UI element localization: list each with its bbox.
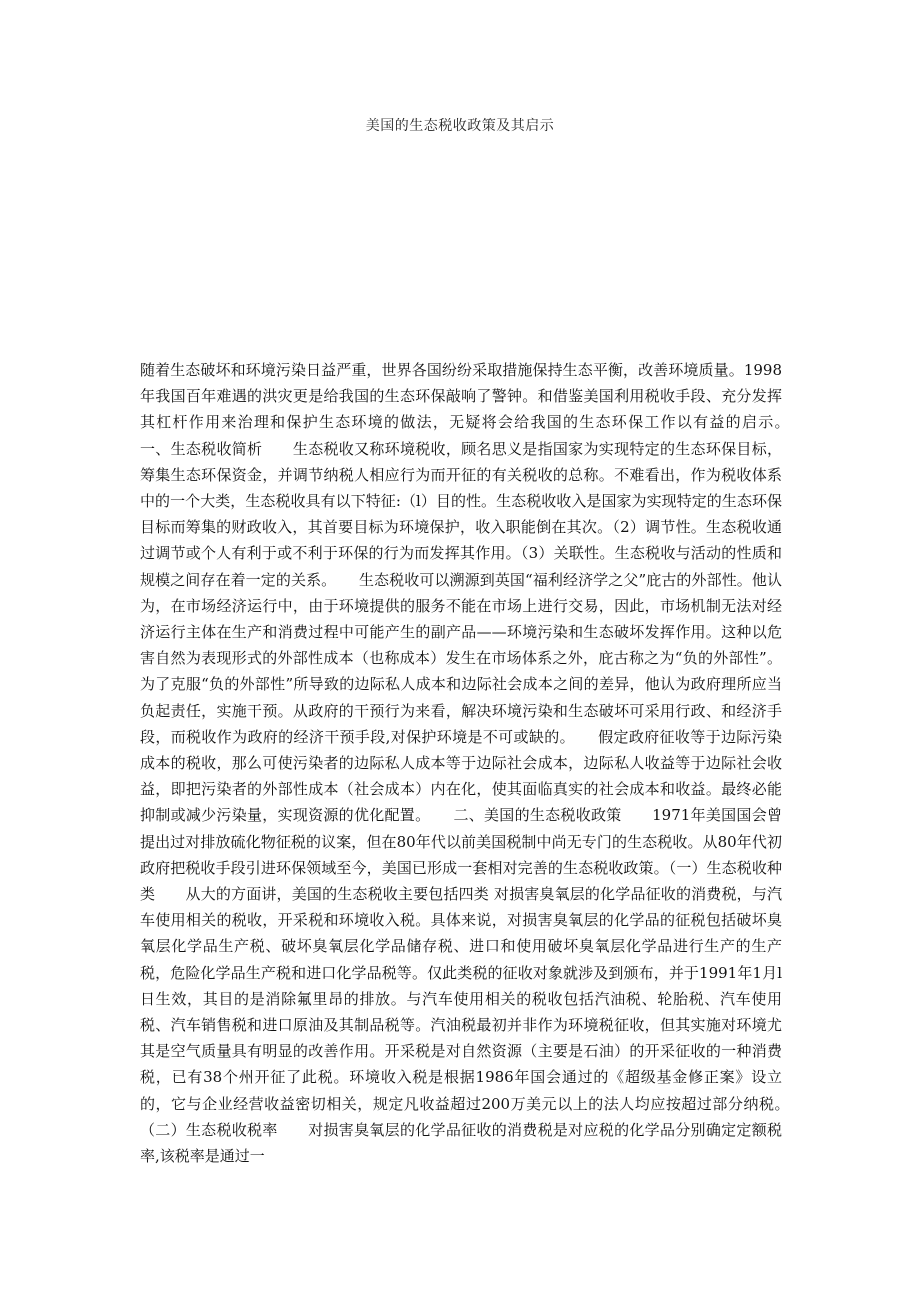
document-body-text: 随着生态破坏和环境污染日益严重，世界各国纷纷采取措施保持生态平衡，改善环境质量。1998年我国百年难遇的洪灾更是给我国的生态环保敲响了警钟。和借鉴美国利用税收手段、充分发挥其杠杆作用来治理和保护生态环境的做法，无疑将会给我国的生态环保工作以有益的启示。 一、生态税收简析 生态税收又称环境税收，顾名思义是指国家为实现特定的生态环保目标，筹集生态环保资金，并调节纳税人相应行为而开征的有关税收的总称。不难看出，作为税收体系中的一个大类，生态税收具有以下特征:（l）目的性。生态税收收入是国家为实现特定的生态环保目标而筹集的财政收入，其首要目标为环境保护，收入职能倒在其次。（2）调节性。生态税收通过调节或个人有利于或不利于环保的行为而发挥其作用。（3）关联性。生态税收与活动的性质和规模之间存在着一定的关系。 生态税收可以溯源到英国“福利经济学之父”庇古的外部性。他认为，在市场经济运行中，由于环境提供的服务不能在市场上进行交易，因此，市场机制无法对经济运行主体在生产和消费过程中可能产生的副产品——环境污染和生态破坏发挥作用。这种以危害自然为表现形式的外部性成本（也称成本）发生在市场体系之外，庇古称之为“负的外部性”。为了克服“负的外部性”所导致的边际私人成本和边际社会成本之间的差异，他认为政府理所应当负起责任，实施干预。从政府的干预行为来看，解决环境污染和生态破坏可采用行政、和经济手段，而税收作为政府的经济干预手段,对保护环境是不可或缺的。 假定政府征收等于边际污染成本的税收，那么可使污染者的边际私人成本等于边际社会成本，边际私人收益等于边际社会收益，即把污染者的外部性成本（社会成本）内在化，使其面临真实的社会成本和收益。最终必能抑制或减少污染量，实现资源的优化配置。 二、美国的生态税收政策 1971年美国国会曾提出过对排放硫化物征税的议案，但在80年代以前美国税制中尚无专门的生态税收。从80年代初政府把税收手段引进环保领域至今，美国已形成一套相对完善的生态税收政策。（一）生态税收种类 从大的方面讲，美国的生态税收主要包括四类 对损害臭氧层的化学品征收的消费税，与汽车使用相关的税收，开采税和环境收入税。具体来说，对损害臭氧层的化学品的征税包括破坏臭氧层化学品生产税、破坏臭氧层化学品储存税、进口和使用破坏臭氧层化学品进行生产的生产税，危险化学品生产税和进口化学品税等。仅此类税的征收对象就涉及到颁布，并于1991年1月l日生效，其目的是消除氟里昂的排放。与汽车使用相关的税收包括汽油税、轮胎税、汽车使用税、汽车销售税和进口原油及其制品税等。汽油税最初并非作为环境税征收，但其实施对环境尤其是空气质量具有明显的改善作用。开采税是对自然资源（主要是石油）的开采征收的一种消费税，已有38个州开征了此税。环境收入税是根据1986年国会通过的《超级基金修正案》设立的，它与企业经营收益密切相关，规定凡收益超过200万美元以上的法人均应按超过部分纳税。 （二）生态税收税率 对损害臭氧层的化学品征收的消费税是对应税的化学品分别确定定额税率,该税率是通过一 <box>140 361 813 1166</box>
document-title: 美国的生态税收政策及其启示 <box>365 118 555 134</box>
